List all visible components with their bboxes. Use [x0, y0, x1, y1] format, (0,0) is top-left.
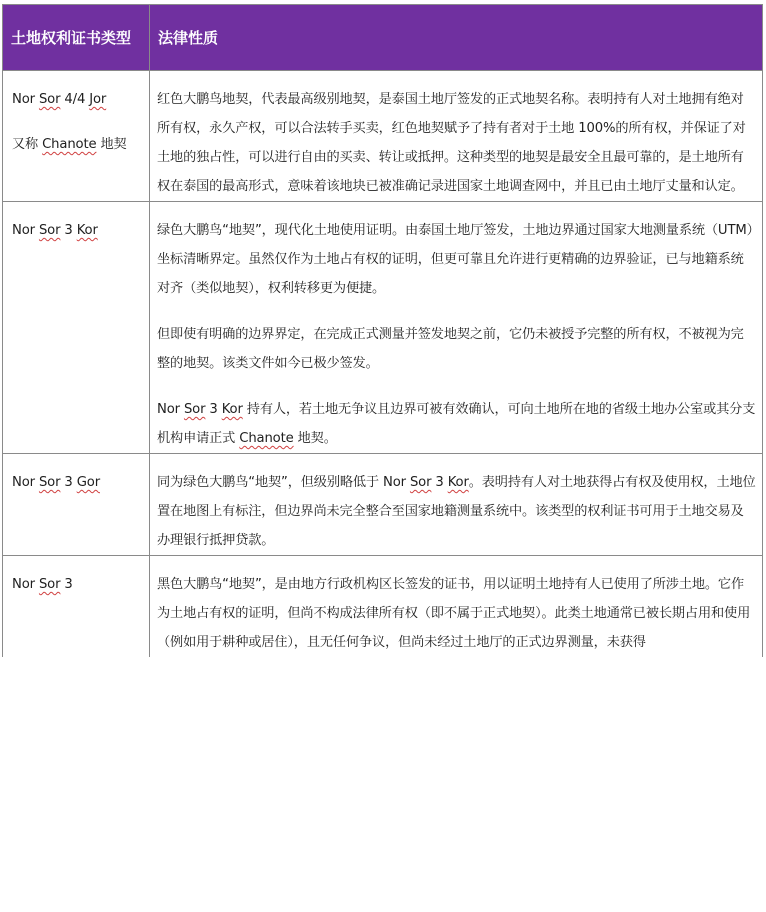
- land-title-table: [2, 4, 763, 657]
- spellcheck-underlined-word: Sor: [38, 223, 61, 238]
- legal-nature-text: 同为绿色大鹏鸟“地契”，但级别略低于 Nor Sor 3 Kor。表明持有人对土地获得占有权及使用权，土地位置在地图上有标注，但边界尚未完全整合至国家地籍测量系统中。该类型的权利证书可用于土地交易及办理银行抵押贷款。: [157, 475, 756, 548]
- table-row: [3, 202, 763, 454]
- spellcheck-underlined-word: Chanote: [42, 137, 97, 152]
- title-type-name: Nor Sor 3: [12, 577, 73, 592]
- spellcheck-underlined-word: Sor: [38, 92, 61, 107]
- spellcheck-underlined-word: Sor: [38, 475, 61, 490]
- table-row: [3, 556, 763, 658]
- title-type-cell: [3, 202, 150, 454]
- legal-nature-text: 黑色大鹏鸟“地契”，是由地方行政机构区长签发的证书，用以证明土地持有人已使用了所涉土地。它作为土地占有权的证明，但尚不构成法律所有权（即不属于正式地契）。此类土地通常已被长期占用和使用（例如用于耕种或居住），且无任何争议，但尚未经过土地厅的正式边界测量，未获得: [157, 577, 751, 650]
- land-title-table-container: [2, 4, 763, 657]
- title-type-name: Nor Sor 4/4 Jor: [12, 92, 107, 107]
- spellcheck-underlined-word: Jor: [89, 92, 107, 107]
- title-type-alias: 又称 Chanote 地契: [12, 137, 127, 152]
- title-type-cell: [3, 454, 150, 556]
- legal-nature-text: Nor Sor 3 Kor 持有人，若土地无争议且边界可被有效确认，可向土地所在地的省级土地办公室或其分支机构申请正式 Chanote 地契。: [157, 402, 756, 446]
- table-header-row: [3, 5, 763, 71]
- table-row: [3, 71, 763, 202]
- spellcheck-underlined-word: Sor: [38, 577, 61, 592]
- legal-nature-cell: [150, 202, 763, 454]
- legal-nature-text: 但即使有明确的边界界定，在完成正式测量并签发地契之前，它仍未被授予完整的所有权，不被视为完整的地契。该类文件如今已极少签发。: [157, 327, 744, 371]
- title-type-cell: [3, 556, 150, 658]
- legal-nature-cell: [150, 454, 763, 556]
- spellcheck-underlined-word: Gor: [76, 475, 100, 490]
- header-legal-nature: 法律性质: [150, 5, 763, 71]
- legal-nature-cell: [150, 71, 763, 202]
- title-type-name: Nor Sor 3 Kor: [12, 223, 98, 238]
- legal-nature-text: 红色大鹏鸟地契，代表最高级别地契，是泰国土地厅签发的正式地契名称。表明持有人对土地拥有绝对所有权，永久产权，可以合法转手买卖，红色地契赋予了持有者对于土地 100%的所有权，并保证了对土地的独占性，可以进行自由的买卖、转让或抵押。这种类型的地契是最安全且最可靠的，是土地所有权在泰国的最高形式，意味着该地块已被准确记录进国家土地调查网中，并且已由土地厅丈量和认定。: [157, 92, 746, 194]
- header-title-type: 土地权利证书类型: [3, 5, 150, 71]
- spellcheck-underlined-word: Kor: [76, 223, 98, 238]
- title-type-cell: [3, 71, 150, 202]
- legal-nature-text: 绿色大鹏鸟“地契”，现代化土地使用证明。由泰国土地厅签发，土地边界通过国家大地测量系统（UTM）坐标清晰界定。虽然仅作为土地占有权的证明，但更可靠且允许进行更精确的边界验证，已与地籍系统对齐（类似地契），权利转移更为便捷。: [157, 223, 754, 296]
- table-row: [3, 454, 763, 556]
- legal-nature-cell: [150, 556, 763, 658]
- title-type-name: Nor Sor 3 Gor: [12, 475, 100, 490]
- spellcheck-underlined-word: Sor: [409, 475, 432, 490]
- spellcheck-underlined-word: Kor: [221, 402, 243, 417]
- spellcheck-underlined-word: Chanote: [239, 431, 294, 446]
- spellcheck-underlined-word: Sor: [183, 402, 206, 417]
- spellcheck-underlined-word: Kor: [447, 475, 469, 490]
